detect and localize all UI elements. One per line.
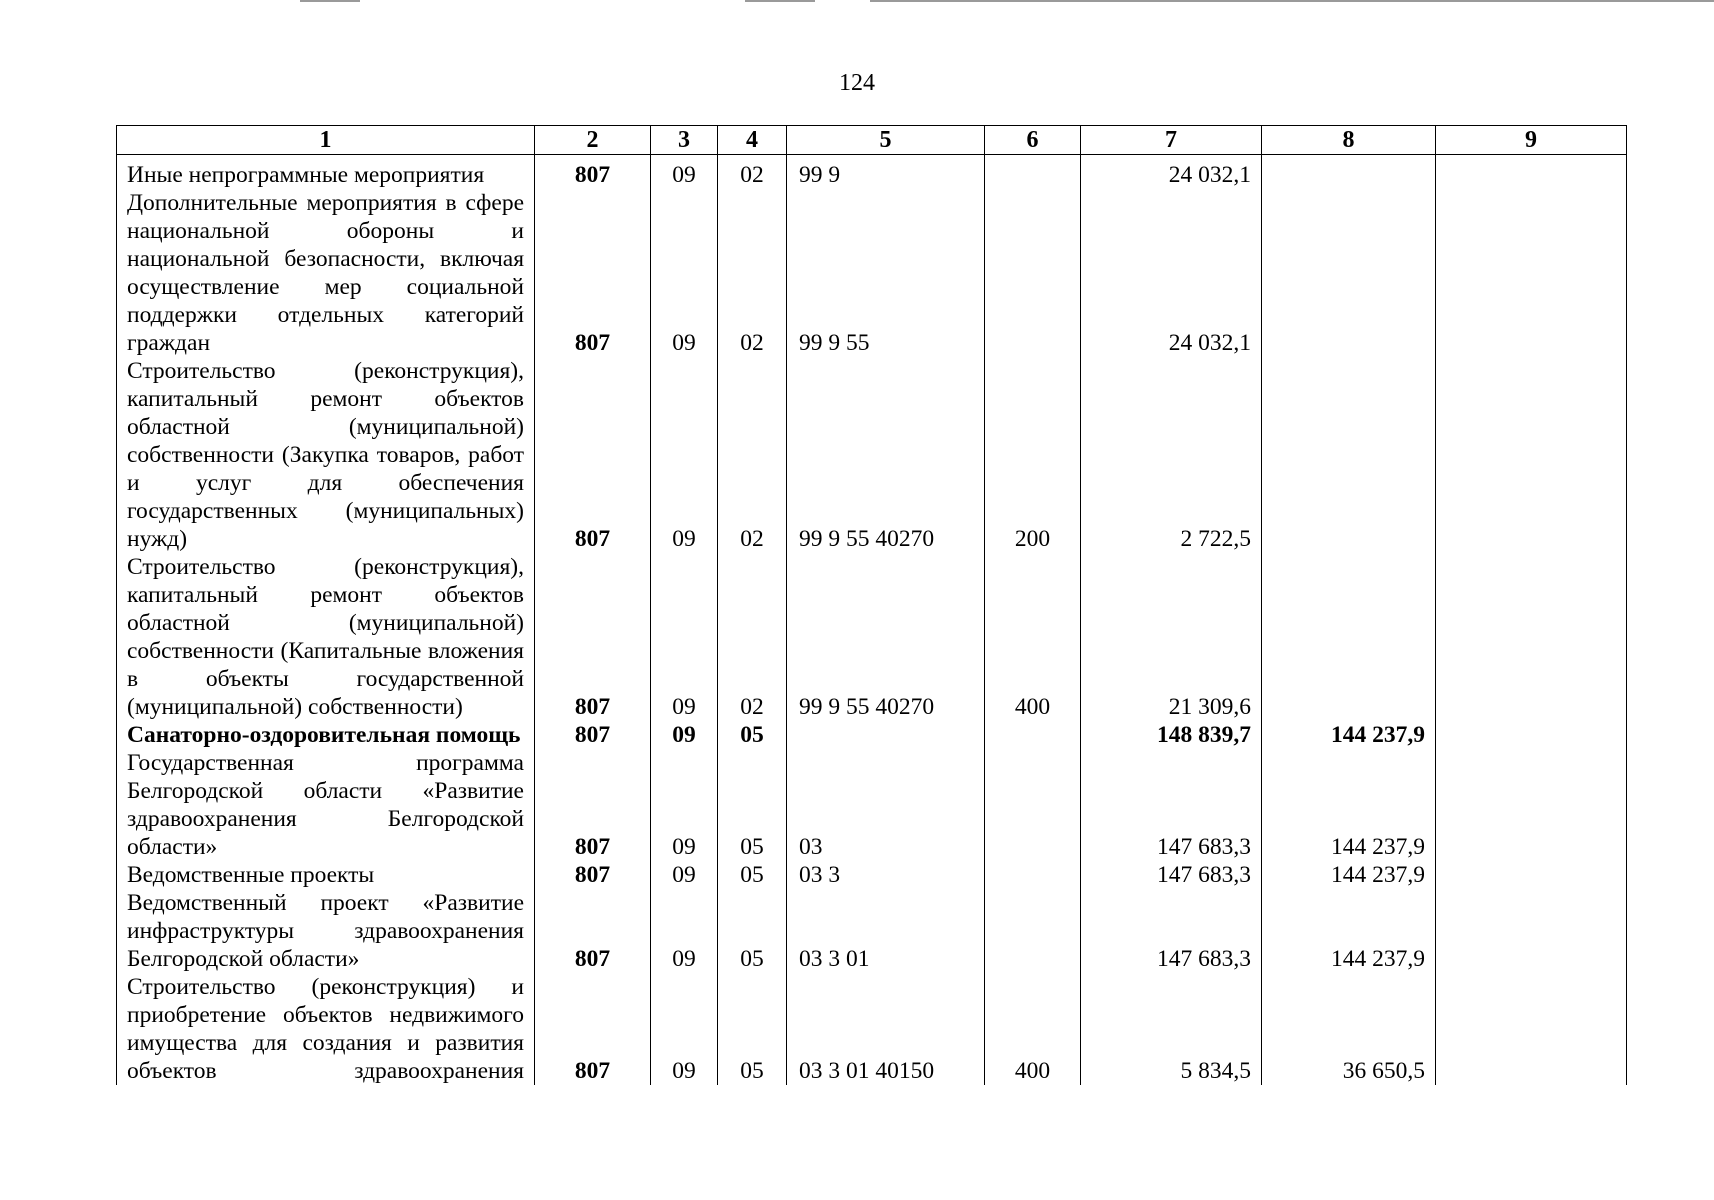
- cell-amount-col-8: [1262, 189, 1436, 357]
- cell-amount-col-8: [1262, 155, 1436, 190]
- cell-amount-col-7: 2 722,5: [1081, 357, 1262, 553]
- cell-amount-col-7: 147 683,3: [1081, 889, 1262, 973]
- scan-edge-line-center: [745, 0, 815, 2]
- cell-description: Строительство (реконструкция) и приобретение объектов недвижимого имущества для создания и развития объектов здравоохранения: [117, 973, 535, 1085]
- cell-target-article-code: 03: [787, 749, 985, 861]
- cell-amount-col-7: 5 834,5: [1081, 973, 1262, 1085]
- cell-amount-col-9: [1436, 749, 1627, 861]
- cell-section-code: 09: [651, 721, 718, 749]
- header-col-4: 4: [718, 126, 787, 155]
- cell-subsection-code: 05: [718, 749, 787, 861]
- cell-subsection-code: 05: [718, 861, 787, 889]
- cell-description: Ведомственные проекты: [117, 861, 535, 889]
- cell-description: Строительство (реконструкция), капитальный ремонт объектов областной (муниципальной) собственности (Капитальные вложения в объекты государственной (муниципальной) собственности): [117, 553, 535, 721]
- cell-amount-col-9: [1436, 861, 1627, 889]
- cell-grbs-code: 807: [535, 155, 651, 190]
- cell-amount-col-9: [1436, 721, 1627, 749]
- cell-target-article-code: 03 3 01: [787, 889, 985, 973]
- cell-expense-type-code: [985, 749, 1081, 861]
- cell-expense-type-code: [985, 861, 1081, 889]
- cell-grbs-code: 807: [535, 749, 651, 861]
- cell-amount-col-8: 144 237,9: [1262, 861, 1436, 889]
- cell-amount-col-7: 21 309,6: [1081, 553, 1262, 721]
- cell-expense-type-code: 200: [985, 357, 1081, 553]
- cell-section-code: 09: [651, 357, 718, 553]
- cell-expense-type-code: 400: [985, 553, 1081, 721]
- cell-target-article-code: 99 9 55: [787, 189, 985, 357]
- scan-edge-line-right: [870, 0, 1714, 2]
- cell-expense-type-code: [985, 889, 1081, 973]
- cell-expense-type-code: [985, 189, 1081, 357]
- cell-amount-col-9: [1436, 973, 1627, 1085]
- cell-grbs-code: 807: [535, 721, 651, 749]
- cell-section-code: 09: [651, 155, 718, 190]
- header-col-7: 7: [1081, 126, 1262, 155]
- cell-grbs-code: 807: [535, 973, 651, 1085]
- scan-edge-line-left: [300, 0, 360, 2]
- cell-subsection-code: 05: [718, 973, 787, 1085]
- cell-target-article-code: 99 9: [787, 155, 985, 190]
- cell-section-code: 09: [651, 749, 718, 861]
- table-row: [117, 861, 1627, 889]
- cell-expense-type-code: [985, 155, 1081, 190]
- cell-amount-col-8: [1262, 553, 1436, 721]
- cell-description: Строительство (реконструкция), капитальный ремонт объектов областной (муниципальной) собственности (Закупка товаров, работ и услуг для обеспечения государственных (муниципальных) нужд): [117, 357, 535, 553]
- cell-subsection-code: 02: [718, 155, 787, 190]
- table-row: [117, 553, 1627, 721]
- header-row: [117, 126, 1627, 155]
- cell-amount-col-8: 144 237,9: [1262, 721, 1436, 749]
- cell-target-article-code: [787, 721, 985, 749]
- cell-amount-col-8: 36 650,5: [1262, 973, 1436, 1085]
- cell-section-code: 09: [651, 553, 718, 721]
- cell-amount-col-7: 147 683,3: [1081, 861, 1262, 889]
- cell-section-code: 09: [651, 889, 718, 973]
- cell-amount-col-8: 144 237,9: [1262, 889, 1436, 973]
- cell-amount-col-9: [1436, 155, 1627, 190]
- table-row: [117, 155, 1627, 190]
- header-col-8: 8: [1262, 126, 1436, 155]
- cell-subsection-code: 02: [718, 357, 787, 553]
- budget-table: [116, 125, 1627, 1085]
- cell-amount-col-8: [1262, 357, 1436, 553]
- cell-target-article-code: 99 9 55 40270: [787, 553, 985, 721]
- cell-subsection-code: 02: [718, 189, 787, 357]
- page-number: 124: [839, 70, 875, 96]
- header-col-3: 3: [651, 126, 718, 155]
- cell-target-article-code: 99 9 55 40270: [787, 357, 985, 553]
- header-col-1: 1: [117, 126, 535, 155]
- cell-expense-type-code: 400: [985, 973, 1081, 1085]
- cell-amount-col-9: [1436, 357, 1627, 553]
- cell-description: Иные непрограммные мероприятия: [117, 155, 535, 190]
- cell-amount-col-8: 144 237,9: [1262, 749, 1436, 861]
- cell-description: Дополнительные мероприятия в сфере национальной обороны и национальной безопасности, включая осуществление мер социальной поддержки отдельных категорий граждан: [117, 189, 535, 357]
- cell-section-code: 09: [651, 189, 718, 357]
- cell-expense-type-code: [985, 721, 1081, 749]
- cell-grbs-code: 807: [535, 553, 651, 721]
- cell-description: Государственная программа Белгородской области «Развитие здравоохранения Белгородской области»: [117, 749, 535, 861]
- header-col-6: 6: [985, 126, 1081, 155]
- cell-amount-col-7: 24 032,1: [1081, 155, 1262, 190]
- cell-amount-col-7: 148 839,7: [1081, 721, 1262, 749]
- cell-grbs-code: 807: [535, 861, 651, 889]
- table-row: [117, 189, 1627, 357]
- cell-subsection-code: 05: [718, 889, 787, 973]
- cell-amount-col-7: 147 683,3: [1081, 749, 1262, 861]
- table-row: [117, 749, 1627, 861]
- cell-section-code: 09: [651, 973, 718, 1085]
- table-body: [117, 155, 1627, 1086]
- cell-target-article-code: 03 3 01 40150: [787, 973, 985, 1085]
- cell-amount-col-9: [1436, 889, 1627, 973]
- cell-amount-col-7: 24 032,1: [1081, 189, 1262, 357]
- table-row: [117, 889, 1627, 973]
- cell-description: Ведомственный проект «Развитие инфраструктуры здравоохранения Белгородской области»: [117, 889, 535, 973]
- cell-section-code: 09: [651, 861, 718, 889]
- table-row: [117, 973, 1627, 1085]
- cell-amount-col-9: [1436, 553, 1627, 721]
- table-row: [117, 721, 1627, 749]
- cell-target-article-code: 03 3: [787, 861, 985, 889]
- cell-subsection-code: 02: [718, 553, 787, 721]
- header-col-5: 5: [787, 126, 985, 155]
- cell-grbs-code: 807: [535, 889, 651, 973]
- cell-description: Санаторно-оздоровительная помощь: [117, 721, 535, 749]
- header-col-9: 9: [1436, 126, 1627, 155]
- cell-grbs-code: 807: [535, 357, 651, 553]
- cell-amount-col-9: [1436, 189, 1627, 357]
- table-row: [117, 357, 1627, 553]
- cell-grbs-code: 807: [535, 189, 651, 357]
- header-col-2: 2: [535, 126, 651, 155]
- cell-subsection-code: 05: [718, 721, 787, 749]
